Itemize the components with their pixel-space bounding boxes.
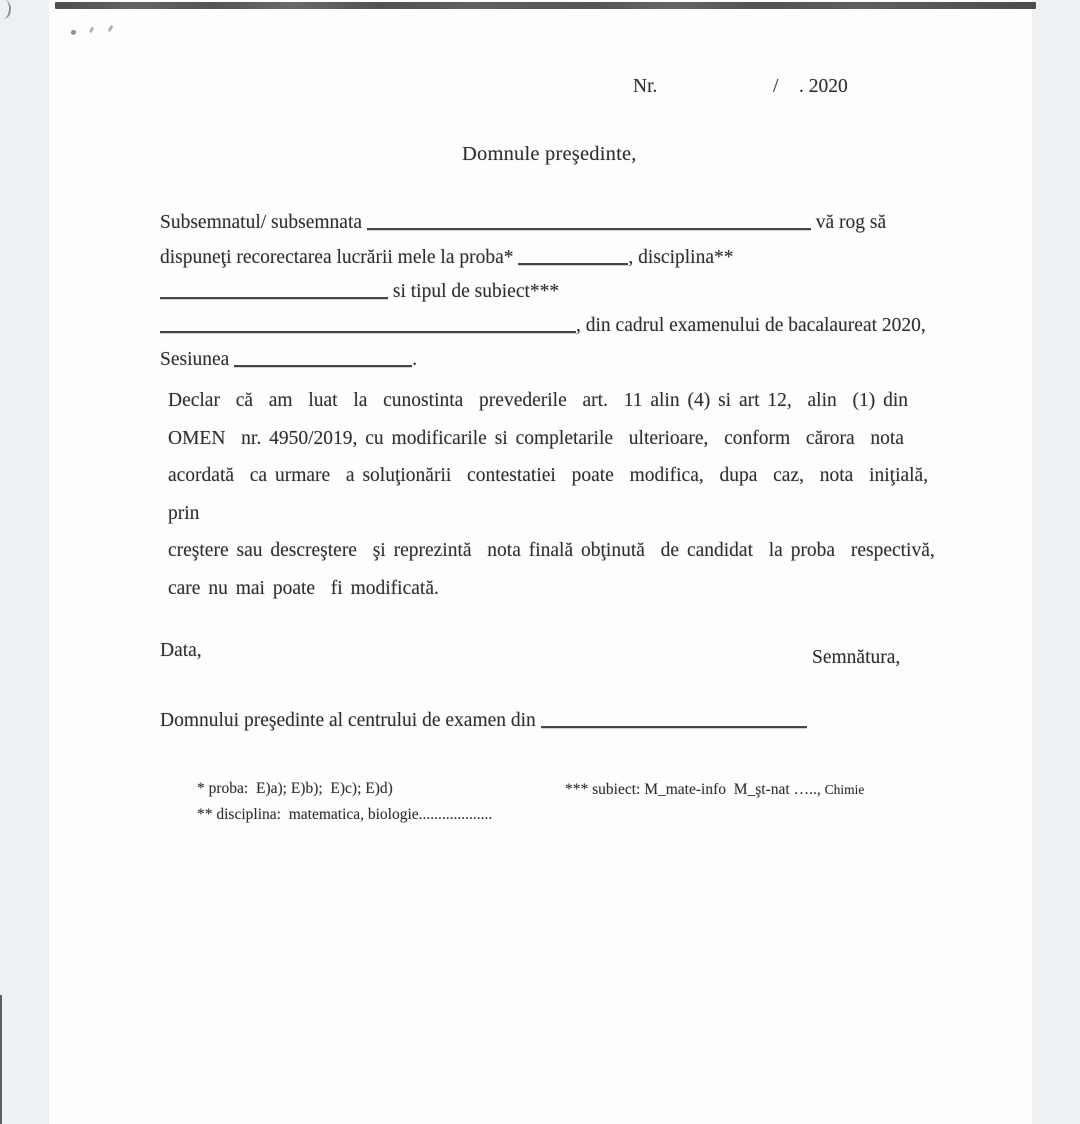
addressee-text: Domnului preşedinte al centrului de examen din [160,710,541,731]
nr-label: Nr. [633,76,658,97]
request-line-5 [160,347,417,373]
blank-centru-examen [541,722,807,728]
blank-name [367,224,811,230]
request-line-3 [160,279,559,305]
registration-number-line [0,74,1080,204]
scan-edge-artifact [0,995,2,1124]
pen-mark-tick [107,25,113,33]
footnote-disciplina: ** disciplina: matematica, biologie................... [197,806,493,823]
declaration-line: Declar că am luat la cunostinta prevederile art. 11 alin (4) si art 12, alin (1) din [168,390,909,411]
pen-mark-comma [89,27,94,34]
footnote-subiect [565,781,864,799]
declaration-line: acordată ca urmare a soluţionării contestatiei poate modifica, dupa caz, nota iniţială, prin [168,465,944,524]
declaration-paragraph [168,382,946,607]
nr-slash: / [773,76,779,97]
pen-mark-dot [70,29,76,35]
footnote-subiect-text: *** subiect: M_mate-info M_şt-nat ….., [565,781,825,798]
request-line-2-pre: dispuneţi recorectarea lucrării mele la proba* [160,247,519,268]
date-label: Data, [160,640,202,661]
declaration-line: creştere sau descreştere şi reprezintă nota finală obţinută de candidat la proba respectivă, [168,540,935,561]
blank-proba [518,259,628,265]
request-line-1 [160,210,886,236]
request-line-4 [160,313,926,339]
blank-disciplina [160,293,388,299]
request-line-3-post: si tipul de subiect*** [388,281,560,302]
blank-sesiunea [234,361,412,367]
blank-tip-subiect [160,327,576,333]
request-line-2 [160,245,733,271]
request-line-4-post: , din cadrul examenului de bacalaureat 2020, [576,315,926,336]
declaration-line: care nu mai poate fi modificată. [168,577,439,599]
footnote-subiect-chimie: Chimie [824,782,865,797]
declaration-line: OMEN nr. 4950/2019, cu modificarile si completarile ulterioare, conform cărora nota [168,427,904,449]
request-line-5-pre: Sesiunea [160,349,235,370]
salutation: Domnule preşedinte, [462,143,637,165]
scan-edge-bar [55,2,1036,9]
footnote-proba: * proba: E)a); E)b); E)c); E)d) [197,780,393,797]
addressee-line [160,708,807,734]
nr-year-label: . 2020 [799,76,848,97]
request-line-1-pre: Subsemnatul/ subsemnata [160,212,367,233]
request-line-2-post: , disciplina** [628,247,734,268]
signature-label: Semnătura, [812,647,901,668]
request-line-1-post: vă rog să [810,212,887,233]
request-line-5-post: . [412,349,418,370]
